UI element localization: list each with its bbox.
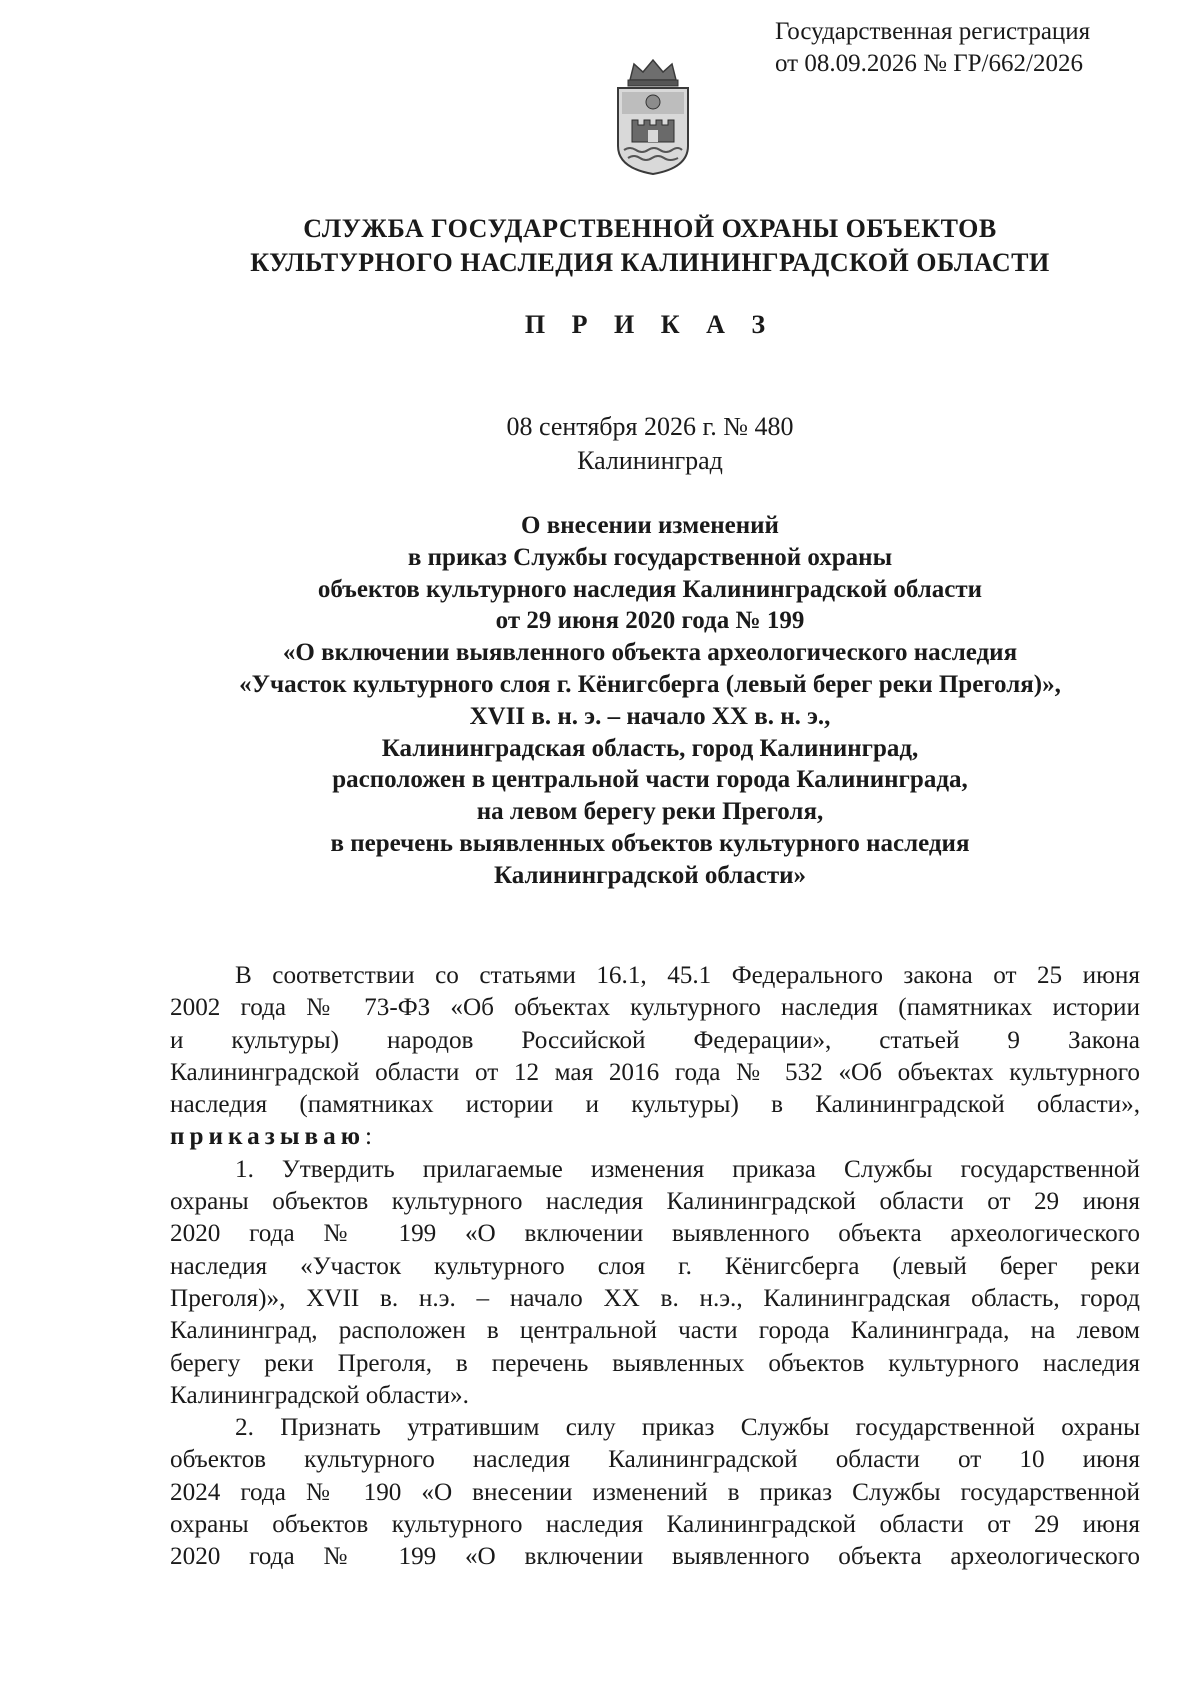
subject-line: О внесении изменений — [521, 512, 779, 539]
body-line: берегу реки Преголя, в перечень выявленных объектов культурного наследия — [170, 1349, 1140, 1377]
agency-name-line-1: СЛУЖБА ГОСУДАРСТВЕННОЙ ОХРАНЫ ОБЪЕКТОВ — [303, 214, 997, 243]
subject-line: объектов культурного наследия Калининградской области — [317, 575, 983, 603]
body-line: и культуры) народов Российской Федерации», статьей 9 Закона — [170, 1026, 1140, 1054]
order-colon: : — [365, 1123, 372, 1151]
preamble — [170, 960, 1140, 1154]
registration-line-2: от 08.09.2026 № ГР/662/2026 — [775, 50, 1083, 77]
subject-line: XVII в. н. э. – начало XX в. н. э., — [469, 702, 831, 730]
body-line: охраны объектов культурного наследия Калининградской области от 29 июня — [170, 1188, 1140, 1216]
agency-name — [150, 212, 1150, 280]
subject-line: от 29 июня 2020 года № 199 — [495, 607, 805, 635]
subject-line: в приказ Службы государственной охраны — [407, 543, 893, 571]
body-line: охраны объектов культурного наследия Калининградской области от 29 июня — [170, 1511, 1140, 1539]
body-line: 2020 года № 199 «О включении выявленного объекта археологического — [170, 1220, 1140, 1248]
body-line: 2002 года № 73-ФЗ «Об объектах культурного наследия (памятниках истории — [170, 994, 1140, 1022]
body-line: 1. Утвердить прилагаемые изменения приказа Службы государственной — [235, 1155, 1140, 1183]
subject-line: Калининградская область, город Калининград, — [381, 734, 919, 762]
document-type: П Р И К А З — [524, 310, 776, 339]
order-body — [170, 960, 1140, 1574]
item-1 — [170, 1154, 1140, 1412]
body-line: объектов культурного наследия Калининградской области от 10 июня — [170, 1446, 1140, 1474]
kaliningrad-coat-of-arms-icon — [610, 58, 696, 176]
registration-line-1: Государственная регистрация — [775, 18, 1091, 45]
registration-stamp — [775, 16, 1090, 80]
body-line: Калининградской области». — [170, 1381, 469, 1409]
order-subject — [130, 510, 1170, 892]
subject-line: расположен в центральной части города Калининграда, — [332, 766, 968, 794]
body-line: 2024 года № 190 «О внесении изменений в приказ Службы государственной — [170, 1478, 1140, 1506]
subject-line: «О включении выявленного объекта археологического наследия — [282, 639, 1018, 667]
item-2 — [170, 1412, 1140, 1573]
body-line: 2. Признать утратившим силу приказ Службы государственной охраны — [235, 1414, 1140, 1442]
city: Калининград — [577, 446, 723, 475]
subject-line: Калининградской области» — [493, 861, 807, 889]
date-and-place — [150, 410, 1150, 478]
body-line: наследия (памятниках истории и культуры) в Калининградской области», — [170, 1091, 1140, 1119]
body-line: Преголя)», XVII в. н.э. – начало XX в. н.э., Калининградская область, город — [170, 1284, 1140, 1312]
date-number: 08 сентября 2026 г. № 480 — [506, 412, 794, 441]
body-line: Калининград, расположен в центральной части города Калининграда, на левом — [170, 1317, 1140, 1345]
order-word: приказываю — [170, 1123, 365, 1151]
subject-line: «Участок культурного слоя г. Кёнигсберга (левый берег реки Преголя)», — [239, 670, 1061, 698]
order-word-line — [170, 1121, 1140, 1153]
subject-line: в перечень выявленных объектов культурного наследия — [330, 829, 970, 857]
agency-name-line-2: КУЛЬТУРНОГО НАСЛЕДИЯ КАЛИНИНГРАДСКОЙ ОБЛАСТИ — [250, 248, 1050, 277]
body-line: В соответствии со статьями 16.1, 45.1 Федерального закона от 25 июня — [235, 962, 1140, 989]
body-line: Калининградской области от 12 мая 2016 года № 532 «Об объектах культурного — [170, 1058, 1140, 1086]
body-line: 2020 года № 199 «О включении выявленного объекта археологического — [170, 1543, 1140, 1571]
body-line: наследия «Участок культурного слоя г. Кёнигсберга (левый берег реки — [170, 1252, 1140, 1280]
subject-line: на левом берегу реки Преголя, — [476, 798, 824, 826]
